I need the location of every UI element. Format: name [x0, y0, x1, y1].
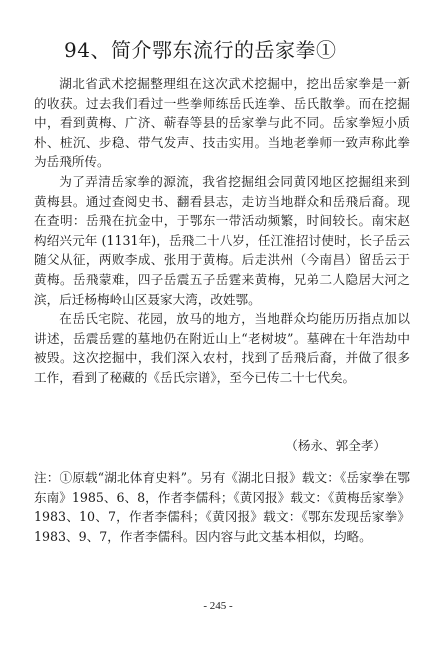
page-title: 94、简介鄂东流行的岳家拳①: [64, 38, 337, 62]
paragraph-1: 湖北省武术挖掘整理组在这次武术挖掘中，挖出岳家拳是一新的收获。过去我们看过一些拳师练岳氏连拳、岳氏散拳。而在挖掘中，看到黄梅、广济、蕲春等县的岳家拳与此不同。岳家拳短小质朴、桩沉、步稳、带气发声、技击实用。当地老拳师一致声称此拳为岳飛所传。: [34, 76, 410, 170]
article-body: [34, 74, 410, 388]
footnote: 注：①原载“湖北体育史料”。另有《湖北日报》载文：《岳家拳在鄂东南》1985、6、8，作者李儒科；《黄冈报》载文：《黄梅岳家拳》1983、10、7，作者李儒科；《黄冈报》载文：《鄂东发现岳家拳》1983、9、7，作者李儒科。因内容与此文基本相似，均略。: [34, 470, 410, 544]
paragraph-2: 为了弄清岳家拳的源流，我省挖掘组会同黄冈地区挖掘组来到黄梅县。通过查阅史书、翻看县志，走访当地群众和岳飛后裔。现在查明：岳飛在抗金中，于鄂东一带活动频繁，时间较长。南宋赵构绍兴元年 (1131年)，岳飛二十八岁，任江淮招讨使时，长子岳云随父从征，两败李成、张用于黄梅。后走洪州（今南昌）留岳云于黄梅。岳飛蒙难，四子岳震五子岳霆来黄梅，兄弟二人隐居大河之滨，后迁杨梅岭山区聂家大湾，改姓鄂。: [34, 173, 410, 307]
paragraph-3: 在岳氏宅院、花园，放马的地方，当地群众均能历历指点加以讲述，岳震岳霆的墓地仍在附近山上“老树坡”。墓碑在十年浩劫中被毁。这次挖掘中，我们深入农村，找到了岳飛后裔，并做了很多工作，看到了秘藏的《岳氏宗谱》，至今已传二十七代矣。: [34, 311, 410, 385]
author-credit: （杨永、郭全孝）: [285, 438, 386, 453]
page-number: - 245 -: [203, 600, 233, 612]
